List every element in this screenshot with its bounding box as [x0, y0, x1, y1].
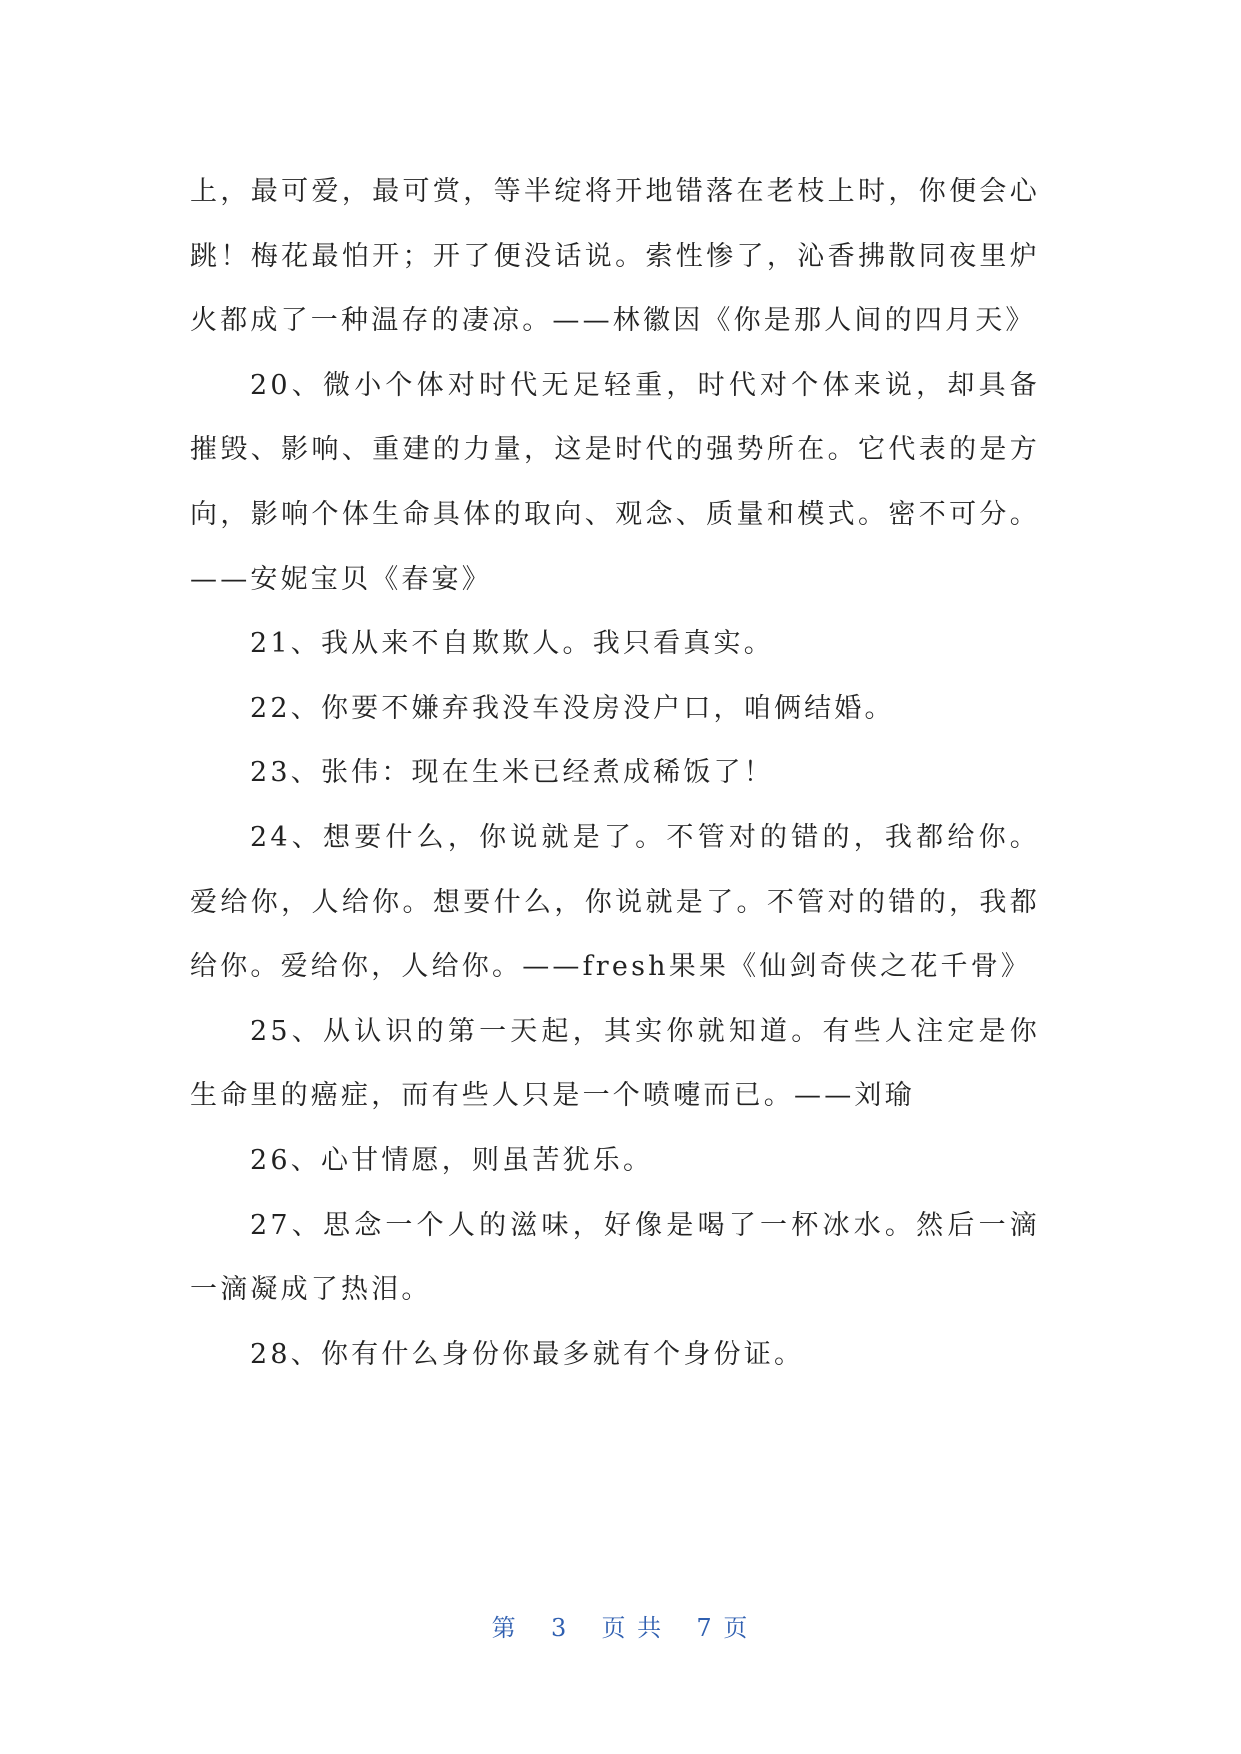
paragraph-28: 28、你有什么身份你最多就有个身份证。 — [250, 1338, 805, 1370]
paragraph-1: 上，最可爱，最可赏，等半绽将开地错落在老枝上时，你便会心跳！梅花最怕开；开了便没话说。索性惨了，沁香拂散同夜里炉火都成了一种温存的凄凉。——林徽因《你是那人间的四月天》 — [190, 176, 1040, 337]
paragraph-27: 27、思念一个人的滋味，好像是喝了一杯冰水。然后一滴一滴凝成了热泪。 — [190, 1209, 1040, 1306]
paragraph-26: 26、心甘情愿，则虽苦犹乐。 — [250, 1144, 654, 1176]
paragraph-25: 25、从认识的第一天起，其实你就知道。有些人注定是你生命里的癌症，而有些人只是一个喷嚏而已。——刘瑜 — [190, 1015, 1040, 1112]
paragraph-21: 21、我从来不自欺欺人。我只看真实。 — [250, 628, 774, 660]
footer-prefix: 第 — [491, 1614, 518, 1642]
paragraph-23: 23、张伟：现在生米已经煮成稀饭了！ — [250, 757, 774, 789]
footer-suffix: 页 — [723, 1614, 750, 1642]
document-body — [190, 160, 1040, 1387]
paragraph-22: 22、你要不嫌弃我没车没房没户口，咱俩结婚。 — [250, 692, 895, 724]
footer-current-page: 3 — [550, 1614, 569, 1642]
page-footer — [0, 1608, 1241, 1643]
footer-middle: 页 共 — [601, 1614, 664, 1642]
footer-total-pages: 7 — [696, 1614, 714, 1642]
paragraph-24: 24、想要什么，你说就是了。不管对的错的，我都给你。爱给你，人给你。想要什么，你说就是了。不管对的错的，我都给你。爱给你，人给你。——fresh果果《仙剑奇侠之花千骨》 — [190, 821, 1040, 983]
paragraph-20: 20、微小个体对时代无足轻重，时代对个体来说，却具备摧毁、影响、重建的力量，这是时代的强势所在。它代表的是方向，影响个体生命具体的取向、观念、质量和模式。密不可分。——安妮宝贝《春宴》 — [190, 369, 1040, 595]
